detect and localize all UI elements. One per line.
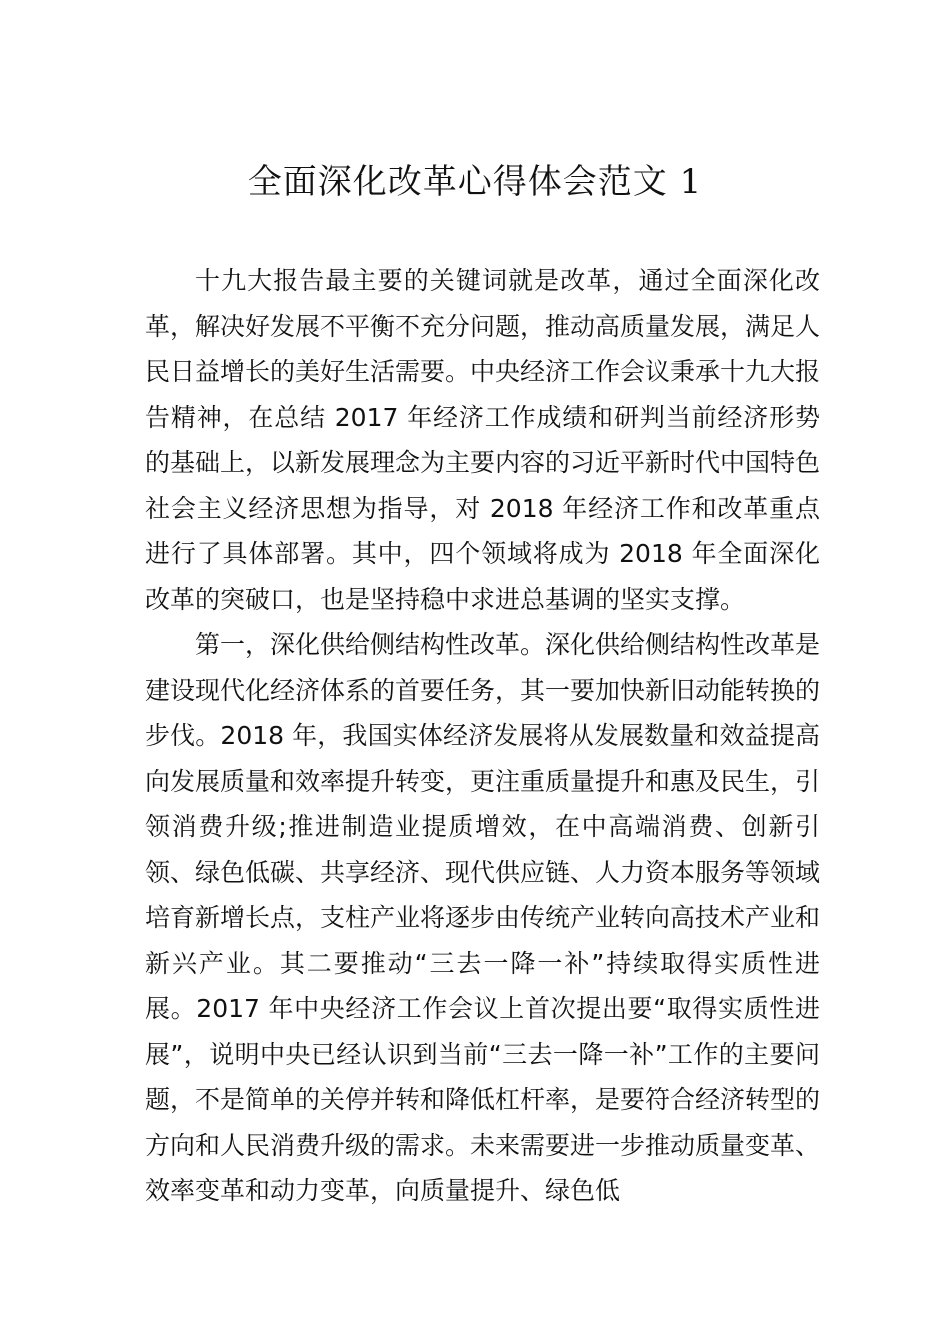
document-body xyxy=(145,258,820,1214)
document-title: 全面深化改革心得体会范文 1 xyxy=(247,162,703,202)
paragraph-2: 第一，深化供给侧结构性改革。深化供给侧结构性改革是建设现代化经济体系的首要任务，其一要加快新旧动能转换的步伐。2018 年，我国实体经济发展将从发展数量和效益提高向发展质量和效率提升转变，更注重质量提升和惠及民生，引领消费升级;推进制造业提质增效，在中高端消费、创新引领、绿色低碳、共享经济、现代供应链、人力资本服务等领域培育新增长点，支柱产业将逐步由传统产业转向高技术产业和新兴产业。其二要推动“三去一降一补”持续取得实质性进展。2017 年中央经济工作会议上首次提出要“取得实质性进展”，说明中央已经认识到当前“三去一降一补”工作的主要问题，不是简单的关停并转和降低杠杆率，是要符合经济转型的方向和人民消费升级的需求。未来需要进一步推动质量变革、效率变革和动力变革，向质量提升、绿色低 xyxy=(145,630,821,1205)
paragraph-1: 十九大报告最主要的关键词就是改革，通过全面深化改革，解决好发展不平衡不充分问题，推动高质量发展，满足人民日益增长的美好生活需要。中央经济工作会议秉承十九大报告精神，在总结 2017 年经济工作成绩和研判当前经济形势的基础上，以新发展理念为主要内容的习近平新时代中国特色社会主义经济思想为指导，对 2018 年经济工作和改革重点进行了具体部署。其中，四个领域将成为 2018 年全面深化改革的突破口，也是坚持稳中求进总基调的坚实支撑。 xyxy=(145,266,821,614)
